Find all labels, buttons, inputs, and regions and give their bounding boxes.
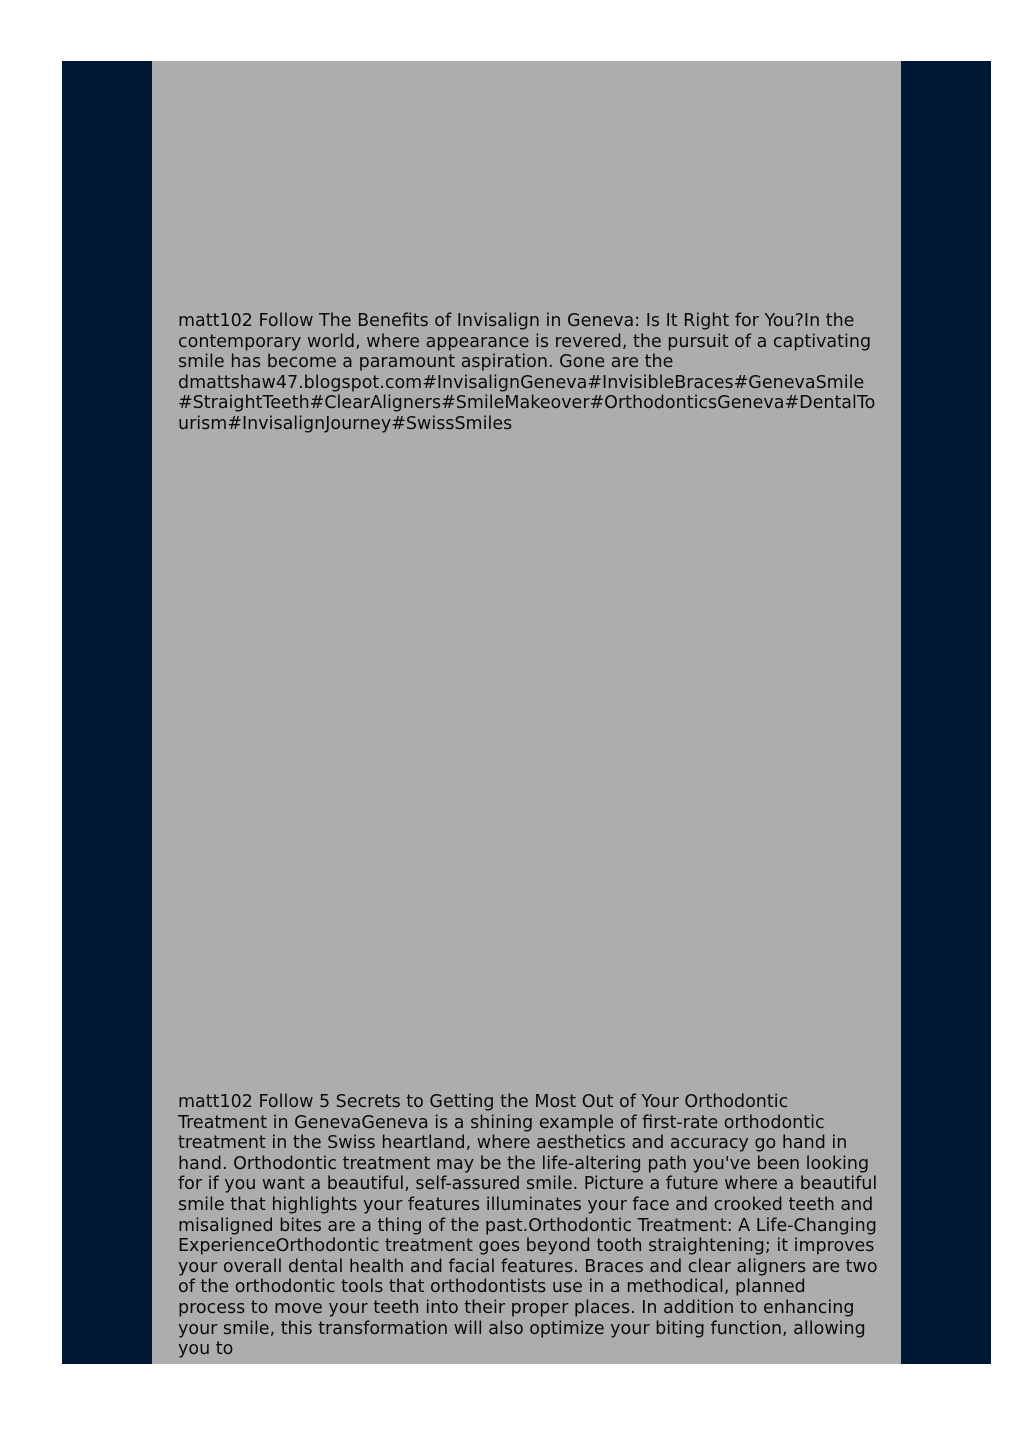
follow-button[interactable]: Follow [258,311,314,331]
post-excerpt: Geneva is a shining example of first-rate orthodontic treatment in the Swiss heartland, where aesthetics and accuracy go hand in hand. Orthodontic treatment may be the life-altering path you've been looking for if you want a beautiful, self-assured smile. Picture a future where a beautiful smile that highlights your features illuminates your face and crooked teeth and misaligned bites are a thing of the past.Orthodontic Treatment: A Life-Changing ExperienceOrthodontic treatment goes beyond tooth straightening; it improves your overall dental health and facial features. Braces and clear aligners are two of the orthodontic tools that orthodontists use in a methodical, planned process to move your teeth into their proper places. In addition to enhancing your smile, this transformation will also optimize your biting function, allowing you to [178,1112,878,1360]
post-excerpt: In the contemporary world, where appearance is revered, the pursuit of a captivating smile has become a paramount aspiration. Gone are the [178,311,872,373]
post-title[interactable]: 5 Secrets to Getting the Most Out of Your Orthodontic Treatment in Geneva [178,1092,789,1133]
feed-post [178,1092,878,1360]
follow-button[interactable]: Follow [258,1092,314,1112]
content-panel [152,61,901,1364]
post-hashtags[interactable]: #InvisalignGeneva#InvisibleBraces#GenevaSmile#StraightTeeth#ClearAligners#SmileMakeover#OrthodonticsGeneva#DentalTourism#InvisalignJourney#SwissSmiles [178,372,876,434]
post-source-link[interactable]: dmattshaw47.blogspot.com [178,372,423,393]
post-title[interactable]: The Benefits of Invisalign in Geneva: Is It Right for You? [318,311,804,331]
post-author[interactable]: matt102 [178,1092,253,1112]
post-author[interactable]: matt102 [178,311,253,331]
feed-post [178,311,878,435]
page-frame [62,61,991,1364]
